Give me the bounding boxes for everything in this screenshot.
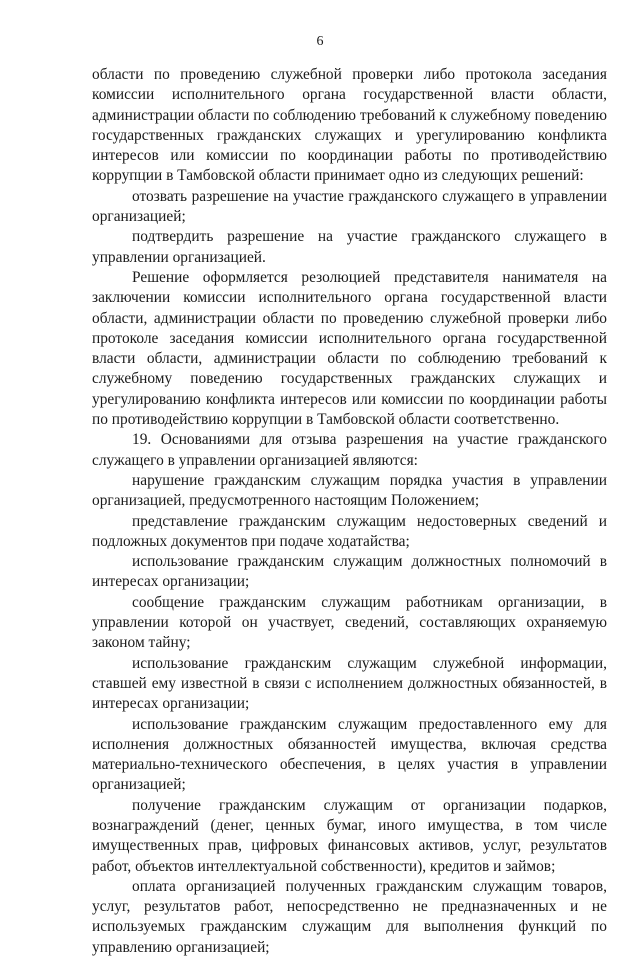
paragraph-7: представление гражданским служащим недостоверных сведений и подложных документов при подаче ходатайства; [92, 512, 607, 550]
paragraph-5: 19. Основаниями для отзыва разрешения на участие гражданского служащего в управлении организацией являются: [92, 431, 607, 469]
paragraph-1: области по проведению служебной проверки либо протокола заседания комиссии исполнительного органа государственной власти области, администрации области по соблюдению требований к служебному поведению государственных гражданских служащих и урегулированию конфликта интересов или комиссии по координации работы по противодействию коррупции в Тамбовской области принимает одно из следующих решений: [92, 66, 607, 185]
paragraph-8: использование гражданским служащим должностных полномочий в интересах организации; [92, 553, 607, 591]
paragraph-6: нарушение гражданским служащим порядка участия в управлении организацией, предусмотренного настоящим Положением; [92, 471, 607, 510]
document-body [92, 65, 607, 958]
paragraph-13: оплата организацией полученных гражданским служащим товаров, услуг, результатов работ, непосредственно не предназначенных и не используемых гражданским служащим для выполнения функций по управлению организацией; [92, 877, 607, 956]
paragraph-11: использование гражданским служащим предоставленного ему для исполнения должностных обязанностей имущества, включая средства материально-технического обеспечения, в целях участия в управлении организацией; [92, 715, 607, 794]
paragraph-12: получение гражданским служащим от организации подарков, вознаграждений (денег, ценных бумаг, иного имущества, в том числе имущественных прав, цифровых финансовых активов, услуг, результатов работ, объектов интеллектуальной собственности), кредитов и займов; [92, 796, 607, 875]
paragraph-9: сообщение гражданским служащим работникам организации, в управлении которой он участвует, сведений, составляющих охраняемую законом тайну; [92, 593, 607, 652]
paragraph-3: подтвердить разрешение на участие гражданского служащего в управлении организацией. [92, 228, 607, 266]
paragraph-10: использование гражданским служащим служебной информации, ставшей ему известной в связи с исполнением должностных обязанностей, в интересах организации; [92, 654, 607, 713]
page-number: 6 [316, 34, 324, 49]
paragraph-4: Решение оформляется резолюцией представителя нанимателя на заключении комиссии исполнительного органа государственной власти области, администрации области по проведению служебной проверки либо протоколе заседания комиссии исполнительного органа государственной власти области, администрации области по соблюдению требований к служебному поведению государственных гражданских служащих и урегулированию конфликта интересов или комиссии по координации работы по противодействию коррупции в Тамбовской области соответственно. [92, 268, 607, 429]
paragraph-2: отозвать разрешение на участие гражданского служащего в управлении организацией; [92, 187, 607, 226]
